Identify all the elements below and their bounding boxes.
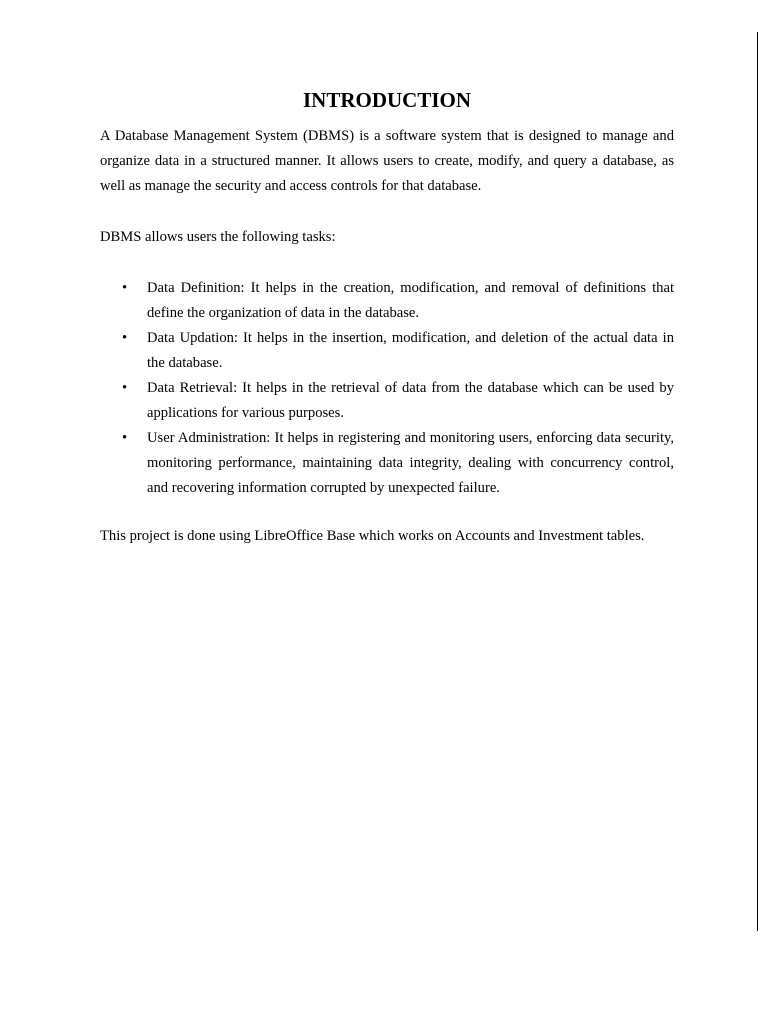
page-title: INTRODUCTION [302,88,472,112]
task-text-user-administration: User Administration: It helps in registering and monitoring users, enforcing data security, monitoring performance, maintaining data integrity, dealing with concurrency control, and recovering information corrupted by unexpected failure. [147,430,674,496]
list-item [100,276,674,326]
closing-paragraph: This project is done using LibreOffice Base which works on Accounts and Investment tables. [100,528,645,544]
list-item [100,426,674,501]
page-edge-line [757,32,758,931]
bullet-icon: • [122,380,128,396]
list-item [100,326,674,376]
task-list [100,276,674,501]
task-text-data-definition: Data Definition: It helps in the creation, modification, and removal of definitions that define the organization of data in the database. [147,280,674,321]
task-text-data-retrieval: Data Retrieval: It helps in the retrieval of data from the database which can be used by applications for various purposes. [147,380,674,421]
tasks-lead-paragraph: DBMS allows users the following tasks: [100,229,336,245]
bullet-icon: • [122,330,128,346]
task-text-data-updation: Data Updation: It helps in the insertion, modification, and deletion of the actual data in the database. [147,330,674,371]
intro-paragraph: A Database Management System (DBMS) is a software system that is designed to manage and organize data in a structured manner. It allows users to create, modify, and query a database, as well as manage the security and access controls for that database. [100,128,674,194]
bullet-icon: • [122,280,128,296]
document-body [100,86,674,546]
list-item [100,376,674,426]
bullet-icon: • [122,430,128,446]
